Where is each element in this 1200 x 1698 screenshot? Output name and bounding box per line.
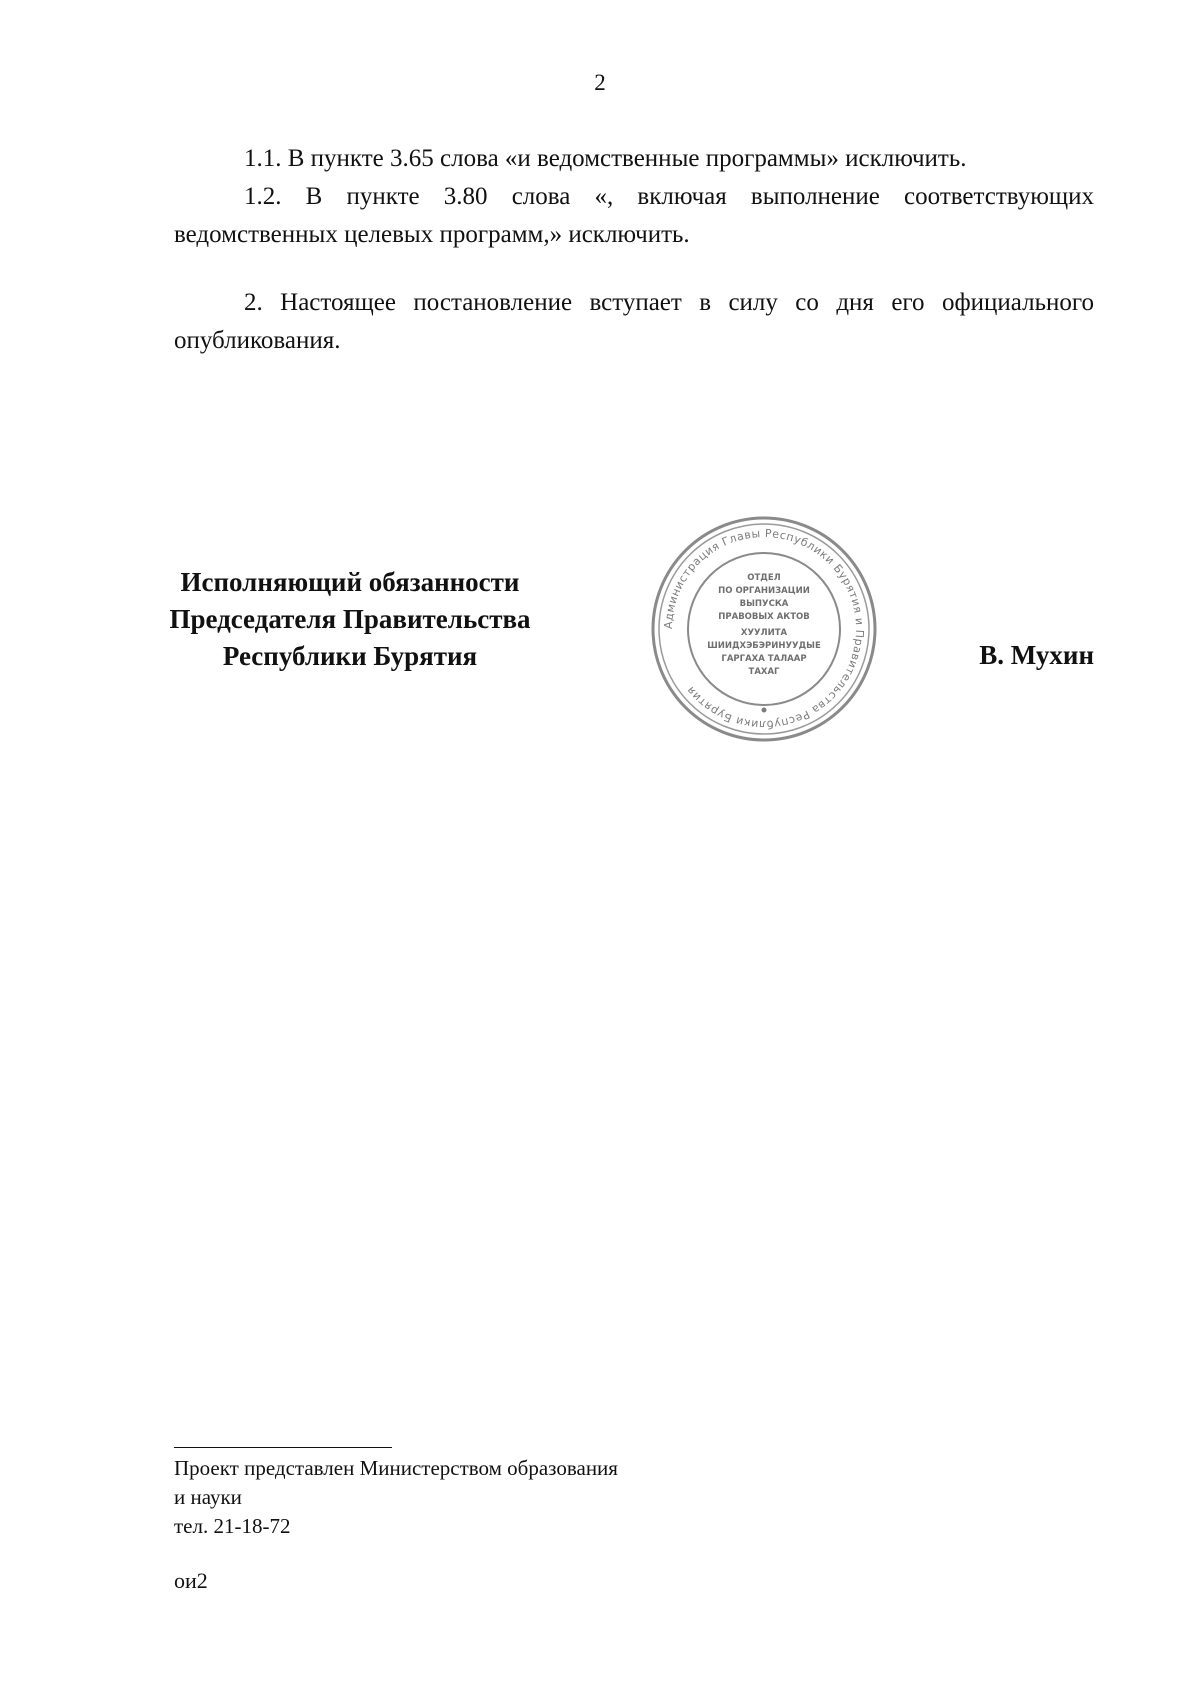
footnote: [174, 1454, 618, 1541]
footnote-line-2: и науки: [174, 1485, 242, 1509]
signatory-line-1: Исполняющий обязанности: [180, 567, 520, 597]
paragraph-2: 2. Настоящее постановление вступает в силу со дня его официального опубликования.: [174, 289, 1094, 354]
seal-line-7: ГАРГАХА ТАЛААР: [721, 654, 807, 664]
footnote-divider: [174, 1447, 392, 1448]
signatory-line-3: Республики Бурятия: [222, 641, 478, 671]
footnote-line-3: тел. 21-18-72: [174, 1514, 291, 1538]
seal-dot-icon: [762, 708, 767, 713]
seal-line-4: ПРАВОВЫХ АКТОВ: [718, 612, 810, 622]
seal-line-3: ВЫПУСКА: [739, 599, 789, 609]
document-body: [174, 140, 1094, 360]
paragraph-1-1: 1.1. В пункте 3.65 слова «и ведомственные программы» исключить.: [244, 145, 967, 172]
signatory-line-2: Председателя Правительства: [169, 604, 531, 634]
seal-line-6: ШИИДХЭБЭРИНУУДЫЕ: [707, 641, 821, 651]
document-code: ои2: [174, 1568, 208, 1593]
seal-line-2: ПО ОРГАНИЗАЦИИ: [718, 586, 810, 596]
official-seal: [649, 514, 879, 744]
paragraph-1-2: 1.2. В пункте 3.80 слова «, включая выполнение соответствующих ведомственных целевых программ,» исключить.: [174, 183, 1094, 248]
seal-line-5: ХУУЛИТА: [740, 628, 788, 638]
footnote-line-1: Проект представлен Министерством образования: [174, 1456, 618, 1480]
signatory-position: [150, 564, 550, 675]
signer-name: В. Мухин: [979, 640, 1094, 670]
page-number: 2: [594, 70, 606, 95]
seal-line-1: ОТДЕЛ: [747, 573, 781, 583]
seal-line-8: ТАХАГ: [748, 667, 780, 677]
seal-outer-text: Администрация Главы Республики Бурятия и Правительства Республики Бурятия: [661, 526, 867, 732]
